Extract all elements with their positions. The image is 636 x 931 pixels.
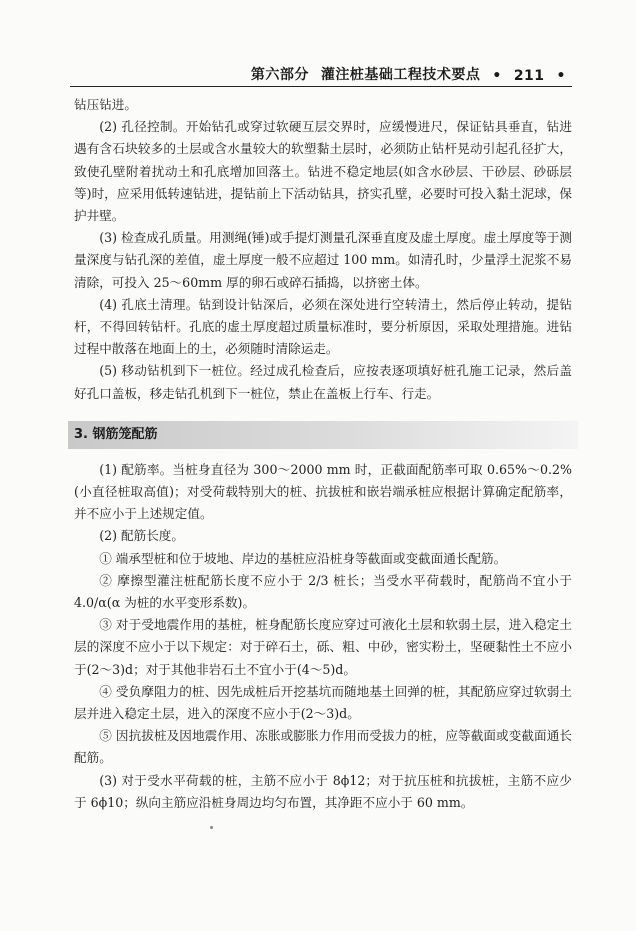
- body-text: [74, 94, 572, 814]
- paragraph: (1) 配筋率。当桩身直径为 300～2000 mm 时，正截面配筋率可取 0.65%～0.2%(小直径桩取高值)；对受荷载特别大的桩、抗拔桩和嵌岩端承桩应根据计算确定配筋率，并不应小于上述规定值。: [74, 461, 572, 522]
- header-chapter-title: 灌注桩基础工程技术要点: [320, 67, 481, 83]
- running-header: [70, 60, 566, 84]
- section-heading: 3. 钢筋笼配筋: [68, 421, 578, 449]
- paragraph: (4) 孔底土清理。钻到设计钻深后，必须在深处进行空转清土，然后停止转动，提钻杆，不得回转钻杆。孔底的虚土厚度超过质量标准时，要分析原因，采取处理措施。进钻过程中散落在地面上的土，必须随时清除运走。: [74, 296, 572, 357]
- paragraph: ① 端承型桩和位于坡地、岸边的基桩应沿桩身等截面或变截面通长配筋。: [99, 550, 507, 566]
- header-rule: [70, 86, 572, 87]
- paragraph: (3) 对于受水平荷载的桩，主筋不应小于 8ϕ12；对于抗压桩和抗拔桩，主筋不应少于 6ϕ10；纵向主筋应沿桩身周边均匀布置，其净距不应小于 60 mm。: [74, 772, 572, 810]
- paragraph: (3) 检查成孔质量。用测绳(锤)或手提灯测量孔深垂直度及虚土厚度。虚土厚度等于测量深度与钻孔深的差值，虚土厚度一般不应超过 100 mm。如清孔时，少量浮土泥浆不易清除，可投入 25～60mm 厚的卵石或碎石插捣，以挤密土体。: [74, 230, 572, 290]
- page-speck: [210, 826, 213, 829]
- paragraph: (5) 移动钻机到下一桩位。经过成孔检查后，应按表逐项填好桩孔施工记录，然后盖好孔口盖板，移走钻孔机到下一桩位，禁止在盖板上行车、行走。: [74, 363, 572, 401]
- paragraph: ③ 对于受地震作用的基桩，桩身配筋长度应穿过可液化土层和软弱土层，进入稳定土层的深度不应小于以下规定：对于碎石土，砾、粗、中砂，密实粉土，坚硬黏性土不应小于(2～3)d；对于其他非岩石土不宜小于(4～5)d。: [74, 617, 572, 677]
- paragraph: (2) 配筋长度。: [99, 528, 184, 544]
- paragraph: ④ 受负摩阻力的桩、因先成桩后开挖基坑而随地基土回弹的桩，其配筋应穿过软弱土层并进入稳定土层，进入的深度不应小于(2～3)d。: [74, 683, 572, 722]
- paragraph: ② 摩擦型灌注桩配筋长度不应小于 2/3 桩长；当受水平荷载时，配筋尚不宜小于 4.0/α(α 为桩的水平变形系数)。: [74, 572, 572, 611]
- page-number: 211: [513, 68, 545, 84]
- top-paragraphs: [74, 94, 572, 405]
- header-bullet-end: •: [556, 68, 566, 84]
- header-bullet: •: [492, 68, 502, 84]
- bottom-paragraphs: [74, 459, 572, 814]
- paragraph: (2) 孔径控制。开始钻孔或穿过软硬互层交界时，应缓慢进尺，保证钻具垂直，钻进遇有含石块较多的土层或含水量较大的软塑黏土层时，必须防止钻杆晃动引起孔径扩大，致使孔壁附着扰动土和孔底增加回落土。钻进不稳定地层(如含水砂层、干砂层、砂砾层等)时，应采用低转速钻进，提钻前上下活动钻具，挤实孔壁，必要时可投入黏土泥球，保护井壁。: [74, 119, 572, 224]
- header-part-label: 第六部分: [250, 67, 309, 83]
- paragraph: ⑤ 因抗拔桩及因地震作用、冻胀或膨胀力作用而受拔力的桩，应等截面或变截面通长配筋。: [74, 728, 572, 766]
- paragraph: 钻压钻进。: [74, 97, 137, 112]
